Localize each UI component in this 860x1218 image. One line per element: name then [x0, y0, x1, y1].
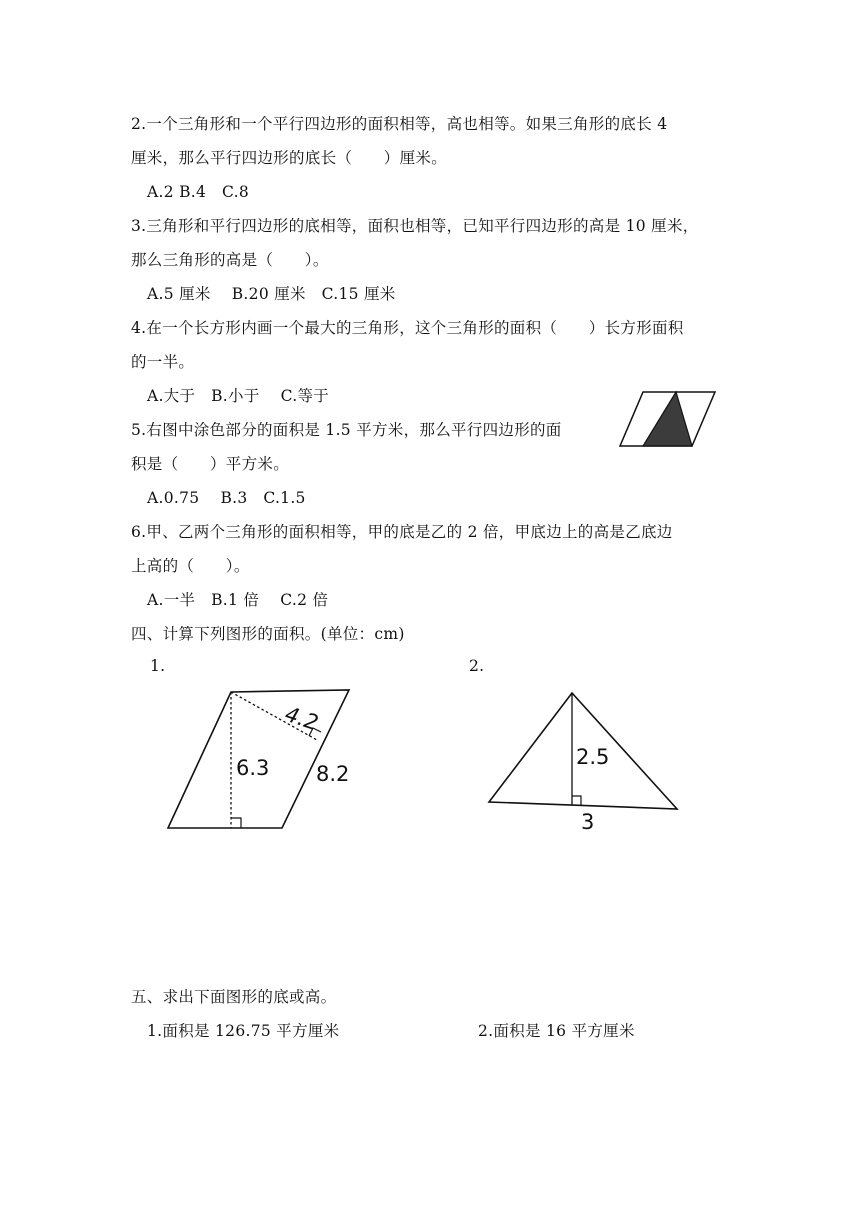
triangle-base-label: 3 [581, 810, 595, 834]
height-label: 6.3 [236, 756, 270, 780]
q3-options: A.5 厘米 B.20 厘米 C.15 厘米 [147, 285, 396, 303]
q2-line2: 厘米，那么平行四边形的底长（ ）厘米。 [131, 149, 448, 167]
section5-item1: 1.面积是 126.75 平方厘米 [147, 1022, 340, 1040]
q2-line1: 2.一个三角形和一个平行四边形的面积相等，高也相等。如果三角形的底长 4 [131, 115, 668, 133]
q3-line1: 3.三角形和平行四边形的底相等，面积也相等，已知平行四边形的高是 10 厘米， [131, 217, 699, 235]
fig1-number: 1. [150, 657, 166, 675]
q4-line2: 的一半。 [131, 353, 195, 371]
q6-line2: 上高的（ ）。 [131, 557, 250, 575]
q6-line1: 6.甲、乙两个三角形的面积相等，甲的底是乙的 2 倍，甲底边上的高是乙底边 [131, 523, 673, 541]
q6-options: A.一半 B.1 倍 C.2 倍 [147, 591, 329, 609]
parallelogram-figure [160, 685, 360, 835]
shaded-parallelogram-figure [618, 390, 718, 450]
side-label: 8.2 [316, 762, 350, 786]
triangle-figure [485, 688, 685, 838]
section4-heading: 四、计算下列图形的面积。(单位：cm) [131, 625, 405, 643]
q5-line2: 积是（ ）平方米。 [131, 455, 290, 473]
q4-options: A.大于 B.小于 C.等于 [147, 387, 330, 405]
q5-line1: 5.右图中涂色部分的面积是 1.5 平方米，那么平行四边形的面 [131, 421, 562, 439]
triangle-right-angle-mark [572, 796, 581, 805]
fig2-number: 2. [469, 657, 485, 675]
triangle-height-label: 2.5 [576, 745, 610, 769]
section5-heading: 五、求出下面图形的底或高。 [131, 988, 337, 1006]
section5-item2: 2.面积是 16 平方厘米 [478, 1022, 635, 1040]
q2-options: A.2 B.4 C.8 [147, 183, 249, 201]
height2-label: 4.2 [282, 701, 322, 736]
q4-line1: 4.在一个长方形内画一个最大的三角形，这个三角形的面积（ ）长方形面积 [131, 319, 684, 337]
q3-line2: 那么三角形的高是（ ）。 [131, 251, 329, 269]
q5-options: A.0.75 B.3 C.1.5 [147, 489, 306, 507]
right-angle-mark-bottom [231, 818, 241, 828]
